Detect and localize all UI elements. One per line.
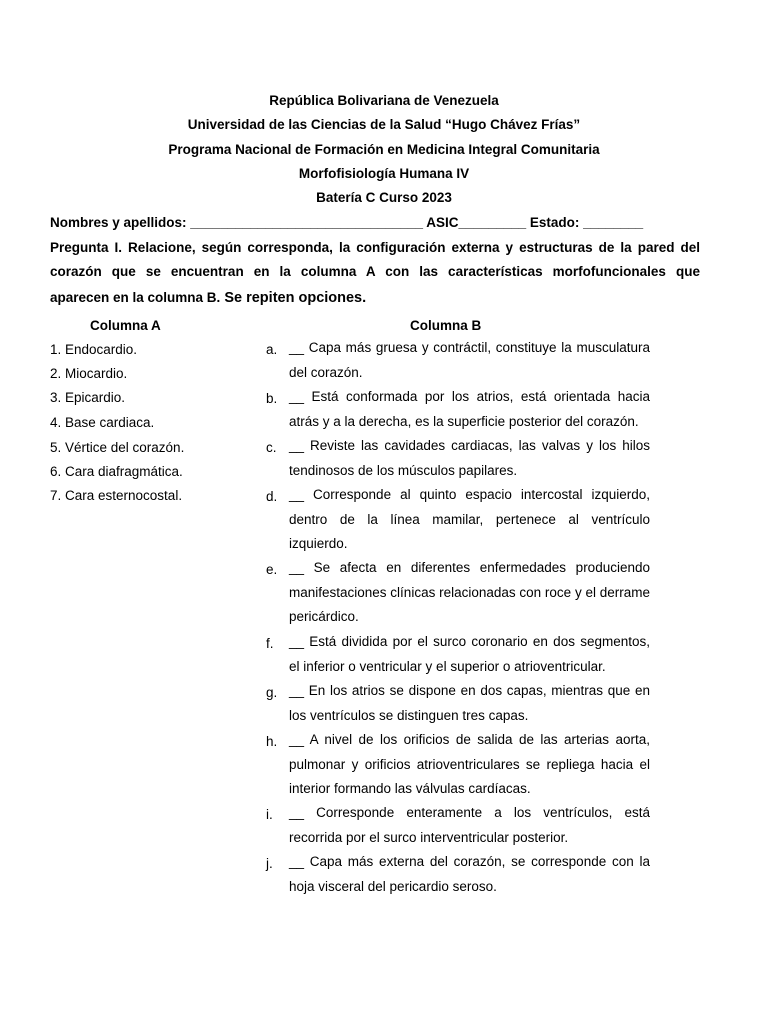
- column-b-letter: j.: [266, 856, 273, 871]
- column-b-item: __ Corresponde enteramente a los ventrículos, está recorrida por el surco interventricular posterior.: [289, 805, 650, 845]
- column-b-item: __ Reviste las cavidades cardiacas, las valvas y los hilos tendinosos de los músculos papilares.: [289, 438, 650, 478]
- header-subject: Morfofisiología Humana IV: [298, 166, 470, 181]
- question-line-1: Pregunta I. Relacione, según corresponda, la configuración externa y estructuras de la pared del: [50, 240, 700, 255]
- column-a-item: 1. Endocardio.: [50, 342, 138, 357]
- column-b-letter: g.: [266, 685, 278, 700]
- column-b-item: __ En los atrios se dispone en dos capas, mientras que en los ventrículos se distinguen tres capas.: [289, 683, 650, 723]
- question-repeat-note: Se repiten opciones.: [220, 290, 367, 306]
- column-b-item: __ Capa más gruesa y contráctil, constituye la musculatura del corazón.: [289, 340, 650, 380]
- column-b-letter: a.: [266, 342, 278, 357]
- column-b-letter: h.: [266, 734, 278, 749]
- column-b-letter: e.: [266, 562, 278, 577]
- column-b-item: __ A nivel de los orificios de salida de las arterias aorta, pulmonar y orificios atrioventriculares se repliega hacia el interior formando las válvulas cardíacas.: [289, 732, 650, 796]
- column-a-item: 2. Miocardio.: [50, 366, 128, 381]
- header-university: Universidad de las Ciencias de la Salud “Hugo Chávez Frías”: [187, 117, 581, 132]
- column-b-title: Columna B: [410, 318, 482, 333]
- names-field-line: Nombres y apellidos: _______________________________ ASIC_________ Estado: ________: [50, 215, 644, 230]
- column-a-title: Columna A: [90, 318, 161, 333]
- header-country: República Bolivariana de Venezuela: [269, 93, 499, 108]
- column-b-item: __ Capa más externa del corazón, se corresponde con la hoja visceral del pericardio seroso.: [289, 854, 650, 894]
- column-b-item: __ Corresponde al quinto espacio intercostal izquierdo, dentro de la línea mamilar, pertenece al ventrículo izquierdo.: [289, 487, 650, 551]
- column-a-item: 7. Cara esternocostal.: [50, 488, 183, 503]
- column-b-letter: d.: [266, 489, 278, 504]
- column-b-item: __ Está dividida por el surco coronario en dos segmentos, el inferior o ventricular y el superior o atrioventricular.: [289, 634, 650, 674]
- column-b-letter: c.: [266, 440, 277, 455]
- column-a-item: 4. Base cardiaca.: [50, 415, 155, 430]
- question-line-2: corazón que se encuentran en la columna A con las características morfofuncionales que: [50, 264, 700, 279]
- column-b-letter: b.: [266, 391, 278, 406]
- column-b-letter: i.: [266, 807, 273, 822]
- header-battery: Batería C Curso 2023: [316, 190, 452, 205]
- header-program: Programa Nacional de Formación en Medicina Integral Comunitaria: [168, 142, 600, 157]
- question-line-3-start: aparecen en la columna B.: [50, 290, 221, 305]
- column-a-item: 3. Epicardio.: [50, 390, 126, 405]
- question-line-3: [50, 290, 700, 306]
- column-a-item: 5. Vértice del corazón.: [50, 440, 185, 455]
- column-b-item: __ Está conformada por los atrios, está orientada hacia atrás y a la derecha, es la superficie posterior del corazón.: [289, 389, 650, 429]
- column-a-item: 6. Cara diafragmática.: [50, 464, 183, 479]
- column-b-item: __ Se afecta en diferentes enfermedades produciendo manifestaciones clínicas relacionadas con roce y el derrame pericárdico.: [289, 560, 650, 624]
- column-b-letter: f.: [266, 636, 274, 651]
